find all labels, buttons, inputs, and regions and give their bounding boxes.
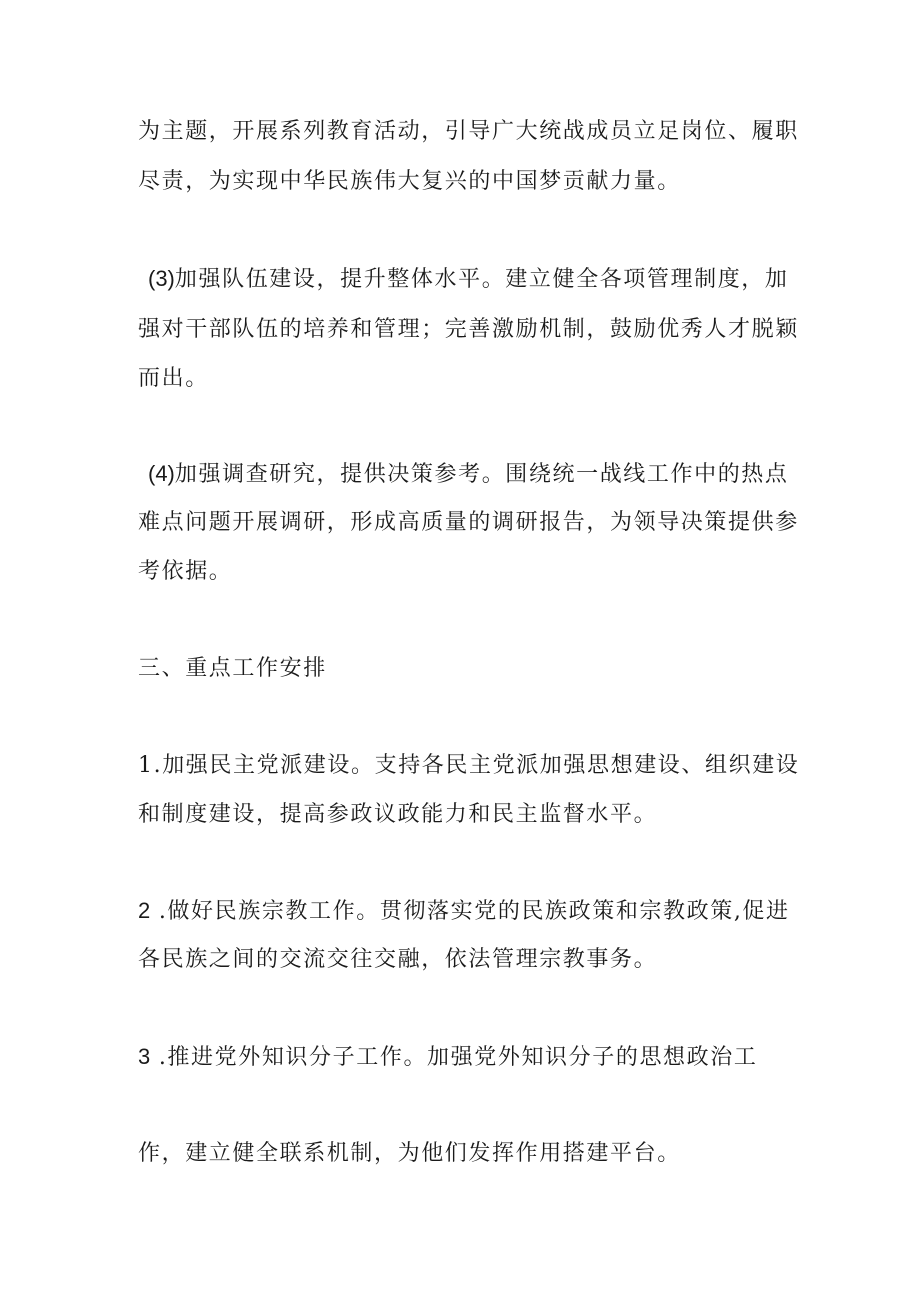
item-marker: 1. bbox=[138, 753, 163, 778]
paragraph-line: 难点问题开展调研，形成高质量的调研报告，为领导决策提供参 bbox=[138, 510, 799, 535]
item-text: 加强调查研究，提供决策参考。围绕统一战线工作中的热点 bbox=[174, 462, 789, 487]
paragraph-line bbox=[148, 264, 798, 294]
paragraph-line: 考依据。 bbox=[138, 559, 233, 584]
item-text: 加强队伍建设，提升整体水平。建立健全各项管理制度，加 bbox=[174, 267, 789, 292]
item-text: .做好民族宗教工作。贯彻落实党的民族政策和宗教政策,促进 bbox=[158, 899, 790, 924]
paragraph-line: 作，建立健全联系机制，为他们发挥作用搭建平台。 bbox=[138, 1141, 681, 1166]
paragraph-line bbox=[138, 1042, 788, 1072]
item-marker: 3 bbox=[138, 1044, 151, 1069]
paragraph-line: 各民族之间的交流交往交融，依法管理宗教事务。 bbox=[138, 947, 658, 972]
paragraph-line bbox=[148, 459, 798, 489]
paragraph-line bbox=[138, 896, 788, 926]
section-heading: 三、重点工作安排 bbox=[138, 656, 327, 681]
item-text: .推进党外知识分子工作。加强党外知识分子的思想政治工 bbox=[158, 1045, 758, 1070]
paragraph-line: 强对干部队伍的培养和管理；完善激励机制，鼓励优秀人才脱颖 bbox=[138, 317, 799, 342]
paragraph-line bbox=[138, 751, 800, 781]
item-text: 加强民主党派建设。支持各民主党派加强思想建设、组织建设 bbox=[162, 753, 800, 778]
paragraph-line: 和制度建设，提高参政议政能力和民主监督水平。 bbox=[138, 802, 658, 827]
item-marker: (4) bbox=[148, 461, 175, 486]
paragraph-line: 尽责，为实现中华民族伟大复兴的中国梦贡献力量。 bbox=[138, 169, 681, 194]
item-marker: (3) bbox=[148, 266, 175, 291]
paragraph-line: 为主题，开展系列教育活动，引导广大统战成员立足岗位、履职 bbox=[138, 119, 799, 144]
item-marker: 2 bbox=[138, 898, 151, 923]
paragraph-line: 而出。 bbox=[138, 366, 209, 391]
